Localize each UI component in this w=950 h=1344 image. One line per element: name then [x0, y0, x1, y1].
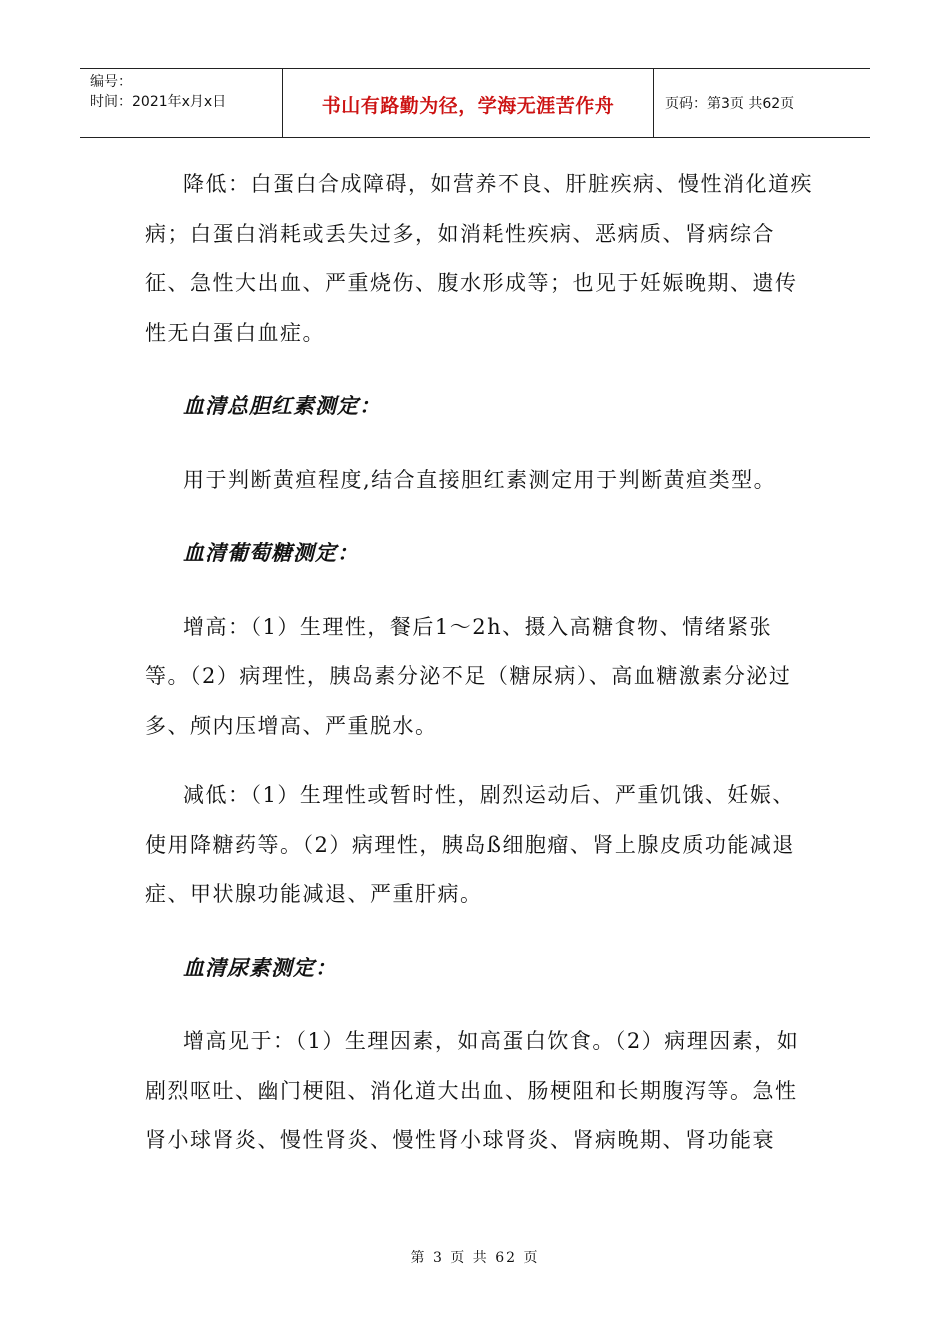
time-label: 时间：2021年x月x日 — [90, 94, 227, 110]
document-body — [145, 160, 815, 1166]
heading-urea: 血清尿素测定： — [183, 955, 337, 980]
page-info: 页码：第3页 共62页 — [665, 96, 795, 112]
header-page-cell — [655, 69, 870, 137]
header-motto-cell — [283, 69, 654, 137]
number-label: 编号： — [90, 74, 132, 90]
heading-bilirubin: 血清总胆红素测定： — [183, 394, 381, 418]
paragraph-glucose-decrease: 减低：（1）生理性或暂时性，剧烈运动后、严重饥饿、妊娠、使用降糖药等。（2）病理性，胰岛ß细胞瘤、肾上腺皮质功能减退症、甲状腺功能减退、严重肝病。 — [145, 783, 795, 906]
page-header — [80, 68, 870, 138]
paragraph-urea-increase: 增高见于：（1）生理因素，如高蛋白饮食。（2）病理因素，如剧烈呕吐、幽门梗阻、消化道大出血、肠梗阻和长期腹泻等。急性肾小球肾炎、慢性肾炎、慢性肾小球肾炎、肾病晚期、肾功能衰 — [145, 1029, 800, 1152]
paragraph-glucose-increase: 增高：（1）生理性，餐后1～2h、摄入高糖食物、情绪紧张等。（2）病理性，胰岛素分泌不足（糖尿病）、高血糖激素分泌过多、颅内压增高、严重脱水。 — [145, 614, 792, 738]
page-footer: 第 3 页 共 62 页 — [410, 1250, 540, 1266]
motto: 书山有路勤为径，学海无涯苦作舟 — [321, 95, 615, 117]
paragraph-albumin-decrease: 降低：白蛋白合成障碍，如营养不良、肝脏疾病、慢性消化道疾病；白蛋白消耗或丢失过多，如消耗性疾病、恶病质、肾病综合征、急性大出血、严重烧伤、腹水形成等；也见于妊娠晚期、遗传性无白蛋白血症。 — [145, 172, 813, 345]
paragraph-bilirubin: 用于判断黄疸程度,结合直接胆红素测定用于判断黄疸类型。 — [183, 467, 777, 492]
heading-glucose: 血清葡萄糖测定： — [183, 541, 359, 565]
header-meta-cell — [80, 69, 283, 137]
